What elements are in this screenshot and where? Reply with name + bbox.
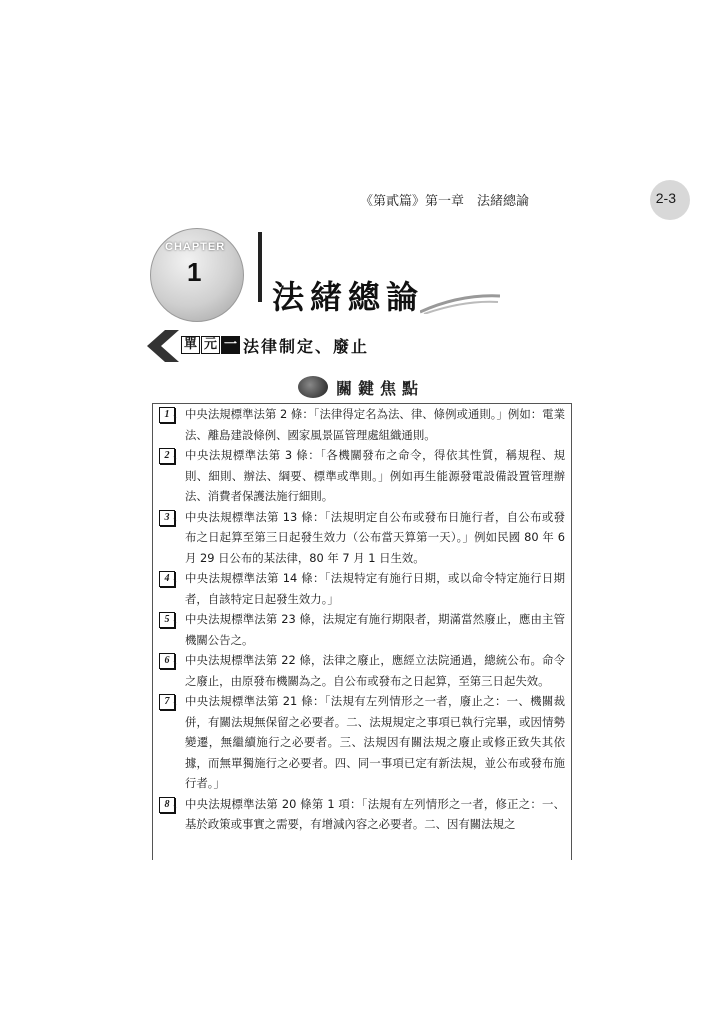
item-number: 4 <box>159 571 175 587</box>
chapter-badge <box>150 228 244 322</box>
item-text: 中央法規標準法第 2 條：「法律得定名為法、律、條例或通則。」例如：電業法、離島建設條例、國家風景區管理處組織通則。 <box>185 407 565 442</box>
list-item: 2 、 中央法規標準法第 3 條：「各機關發布之命令，得依其性質，稱規程、規則、細則、辦法、綱要、標準或準則。」例如再生能源發電設備設置管理辦法、消費者保護法施行細則。 <box>153 445 571 507</box>
unit-title: 法律制定、廢止 <box>243 337 370 356</box>
running-header <box>360 180 690 220</box>
list-item: 5 、 中央法規標準法第 23 條，法規定有施行期限者，期滿當然廢止，應由主管機關公告之。 <box>153 609 571 650</box>
item-number: 3 <box>159 510 175 526</box>
item-text: 中央法規標準法第 22 條，法律之廢止，應經立法院通過，總統公布。命令之廢止，由原發布機關為之。自公布或發布之日起算，至第三日起失效。 <box>185 653 565 688</box>
item-number: 6 <box>159 653 175 669</box>
focus-banner <box>298 374 438 402</box>
item-number: 1 <box>159 407 175 423</box>
item-text: 中央法規標準法第 14 條：「法規特定有施行日期，或以命令特定施行日期者，自該特定日起發生效力。」 <box>185 571 565 606</box>
list-item: 3 、 中央法規標準法第 13 條：「法規明定自公布或發布日施行者，自公布或發布之日起算至第三日起發生效力（公布當天算第一天）。」例如民國 80 年 6 月 29 日公布的某法律，80 年 7 月 1 日生效。 <box>153 507 571 569</box>
list-item: 6 、 中央法規標準法第 22 條，法律之廢止，應經立法院通過，總統公布。命令之廢止，由原發布機關為之。自公布或發布之日起算，至第三日起失效。 <box>153 650 571 691</box>
list-item: 1 、 中央法規標準法第 2 條：「法律得定名為法、律、條例或通則。」例如：電業法、離島建設條例、國家風景區管理處組織通則。 <box>153 404 571 445</box>
unit-box-1: 單 <box>181 336 200 354</box>
item-number: 7 <box>159 694 175 710</box>
item-number: 8 <box>159 797 175 813</box>
item-text: 中央法規標準法第 13 條：「法規明定自公布或發布日施行者，自公布或發布之日起算至第三日起發生效力（公布當天算第一天）。」例如民國 80 年 6 月 29 日公布的某法律，80 年 7 月 1 日生效。 <box>185 509 565 565</box>
item-number: 2 <box>159 448 175 464</box>
item-text: 中央法規標準法第 21 條：「法規有左列情形之一者，廢止之：一、機關裁併，有關法規無保留之必要者。二、法規規定之事項已執行完畢，或因情勢變遷，無繼續施行之必要者。三、法規因有關法規之廢止或修正致失其依據，而無單獨施行之必要者。四、同一事項已定有新法規，並公布或發布施行者。」 <box>185 694 565 790</box>
arrow-left-icon <box>145 330 179 362</box>
swoosh-decoration <box>420 292 500 314</box>
item-text: 中央法規標準法第 20 條第 1 項：「法規有左列情形之一者，修正之：一、基於政策或事實之需要，有增減內容之必要者。二、因有關法規之 <box>185 796 565 831</box>
unit-box-3: 一 <box>221 336 240 354</box>
unit-box-2: 元 <box>201 336 220 354</box>
title-divider <box>258 232 262 302</box>
list-item: 4 、 中央法規標準法第 14 條：「法規特定有施行日期，或以命令特定施行日期者，自該特定日起發生效力。」 <box>153 568 571 609</box>
list-item: 8 、 中央法規標準法第 20 條第 1 項：「法規有左列情形之一者，修正之：一、基於政策或事實之需要，有增減內容之必要者。二、因有關法規之 <box>153 794 571 835</box>
eye-icon <box>298 376 328 398</box>
focus-title: 關鍵焦點 <box>336 379 425 398</box>
running-title: 《第貳篇》第一章 法緒總論 <box>360 194 530 209</box>
unit-heading <box>145 330 445 362</box>
key-points-box <box>152 403 572 860</box>
item-number: 5 <box>159 612 175 628</box>
item-text: 中央法規標準法第 23 條，法規定有施行期限者，期滿當然廢止，應由主管機關公告之。 <box>185 612 565 647</box>
list-item: 7 、 中央法規標準法第 21 條：「法規有左列情形之一者，廢止之：一、機關裁併，有關法規無保留之必要者。二、法規規定之事項已執行完畢，或因情勢變遷，無繼續施行之必要者。三、法規因有關法規之廢止或修正致失其依據，而無單獨施行之必要者。四、同一事項已定有新法規，並公布或發布施行者。」 <box>153 691 571 794</box>
chapter-label: CHAPTER <box>165 241 226 253</box>
chapter-number: 1 <box>187 257 202 287</box>
chapter-title: 法緒總論 <box>272 278 425 316</box>
page-number: 2-3 <box>655 190 676 206</box>
item-text: 中央法規標準法第 3 條：「各機關發布之命令，得依其性質，稱規程、規則、細則、辦法、綱要、標準或準則。」例如再生能源發電設備設置管理辦法、消費者保護法施行細則。 <box>185 448 565 503</box>
